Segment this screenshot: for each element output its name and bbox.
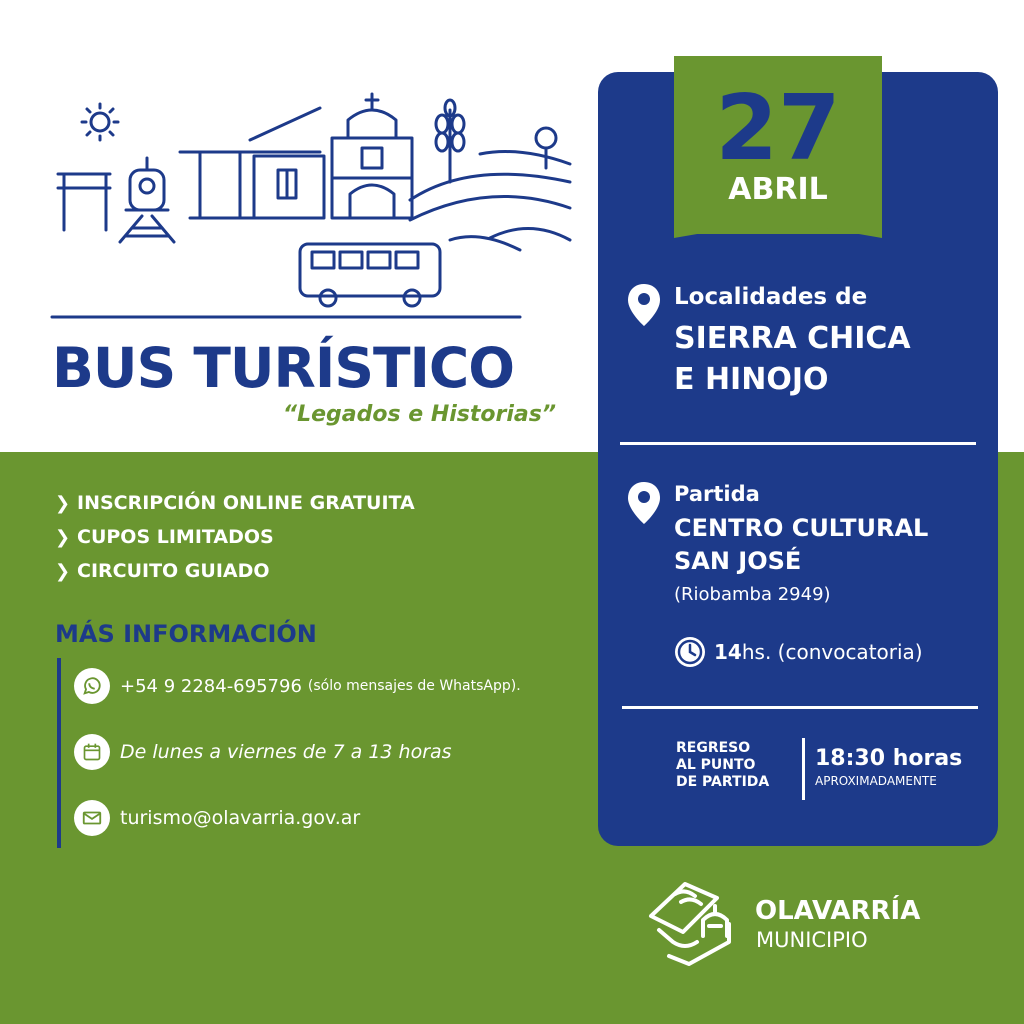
envelope-icon (74, 800, 110, 836)
phone-number: +54 9 2284-695796 (120, 675, 302, 697)
panel-divider (622, 706, 978, 709)
contact-accent-bar (57, 658, 61, 848)
departure-time (674, 636, 923, 668)
tree-icon (536, 128, 556, 168)
event-title: BUS TURÍSTICO (52, 336, 515, 400)
more-info-heading: MÁS INFORMACIÓN (55, 620, 317, 648)
feature-label: CIRCUITO GUIADO (77, 560, 270, 582)
date-month: ABRIL (728, 172, 828, 207)
phone-note: (sólo mensajes de WhatsApp). (307, 678, 521, 694)
return-approx: APROXIMADAMENTE (815, 774, 937, 788)
bus-icon (300, 244, 440, 306)
event-subtitle: “Legados e Historias” (282, 402, 556, 427)
feature-item (55, 522, 415, 556)
return-label-line-2: AL PUNTO (676, 757, 756, 773)
features-list (55, 488, 415, 590)
return-label-line-1: REGRESO (676, 740, 751, 756)
feature-item (55, 556, 415, 590)
departure-place (674, 512, 928, 578)
feature-label: INSCRIPCIÓN ONLINE GRATUITA (77, 492, 415, 514)
location-line-2: E HINOJO (674, 362, 829, 397)
feature-label: CUPOS LIMITADOS (77, 526, 274, 548)
chevron-right-icon: ❯ (55, 527, 71, 548)
return-time: 18:30 horas (815, 746, 963, 771)
date-day: 27 (715, 76, 841, 181)
clock-icon (674, 636, 706, 668)
office-hours: De lunes a viernes de 7 a 13 horas (120, 741, 452, 763)
date-ribbon-notch (674, 214, 882, 238)
map-pin-icon (626, 480, 662, 526)
contact-phone[interactable] (74, 668, 521, 704)
wheat-icon (436, 100, 464, 182)
return-label (676, 740, 769, 791)
location-line-1: SIERRA CHICA (674, 321, 911, 356)
chevron-right-icon: ❯ (55, 561, 71, 582)
location-label: Localidades de (674, 284, 868, 310)
municipality-name: OLAVARRÍA (755, 896, 921, 926)
departure-address: (Riobamba 2949) (674, 584, 831, 605)
email-address: turismo@olavarria.gov.ar (120, 807, 361, 829)
gate-icon (58, 174, 110, 230)
departure-line-1: CENTRO CULTURAL (674, 514, 929, 542)
departure-line-2: SAN JOSÉ (674, 547, 802, 575)
contact-email[interactable] (74, 800, 360, 836)
train-icon (120, 158, 174, 242)
municipality-logo-icon (645, 876, 745, 968)
location-name (674, 318, 911, 400)
departure-label: Partida (674, 482, 760, 506)
sun-icon (82, 104, 118, 140)
calendar-icon (74, 734, 110, 770)
tourism-illustration (50, 90, 580, 325)
whatsapp-icon (74, 668, 110, 704)
return-label-line-3: DE PARTIDA (676, 774, 770, 790)
contact-hours (74, 734, 452, 770)
return-separator (802, 738, 805, 800)
municipality-subtitle: MUNICIPIO (756, 928, 868, 952)
departure-time-rest: hs. (convocatoria) (741, 640, 923, 664)
station-icon (180, 108, 324, 218)
panel-divider (620, 442, 976, 445)
church-icon (332, 94, 412, 218)
departure-time-hour: 14 (714, 640, 742, 664)
chevron-right-icon: ❯ (55, 493, 71, 514)
feature-item (55, 488, 415, 522)
map-pin-icon (626, 282, 662, 328)
